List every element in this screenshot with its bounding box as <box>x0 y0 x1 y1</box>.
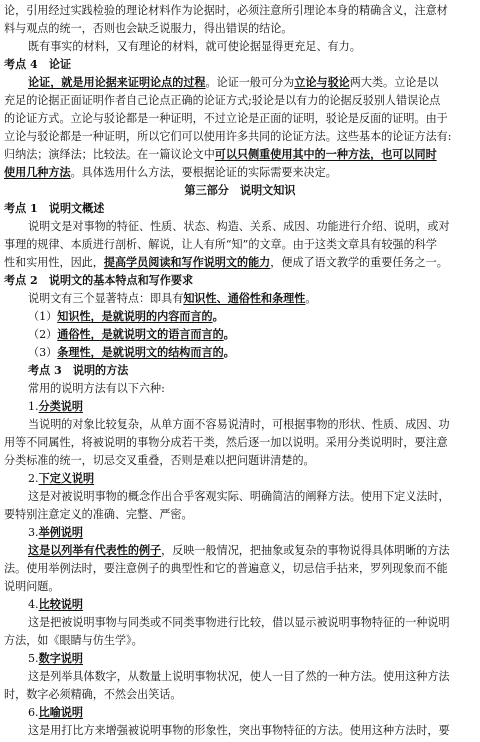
text-span: 。具体选用什么方法，要根据论证的实际需要来决定。 <box>70 166 337 179</box>
item-number: 2. <box>28 472 39 485</box>
text-line: 这是对被说明事物的概念作出合乎客观实际、明确简洁的阐释方法。使用下定义法时， <box>28 490 450 503</box>
text-line: 料与观点的统一，否则也会缺乏说服力，得出错误的结论。 <box>4 22 293 35</box>
text-line <box>28 542 480 560</box>
text-span: 。 <box>305 292 317 305</box>
section-heading: 考点 2 说明文的基本特点和写作要求 <box>4 274 194 287</box>
text-line: 充足的论据正面证明作者自己论点正确的论证方式;驳论是以有力的论据反驳别人错误论点 <box>4 94 441 107</box>
item-number: 1. <box>28 400 39 413</box>
text-line: 时，数字必须精确，不然会出笑话。 <box>4 688 182 701</box>
text-span: ，便成了语文教学的重要任务之一。 <box>270 256 448 269</box>
text-span: 。 <box>212 310 224 323</box>
part-title: 第三部分 说明文知识 <box>184 184 296 197</box>
text-line: 事理的规律、本质进行剖析、解说，让人有所“知”的文章。由于这类文章具有较强的科学 <box>4 238 437 251</box>
text-line: 既有事实的材料，又有理论的材料，就可使论据显得更充足、有力。 <box>28 40 361 53</box>
list-item <box>28 308 480 326</box>
key-phrase: 提高学员阅读和写作说明文的能力 <box>103 256 271 269</box>
method-heading <box>28 398 480 416</box>
text-span: 归纳法；演绎法；比较法。在一篇议论文中 <box>4 148 215 161</box>
text-line: 这是列举具体数字，从数量上说明事物状况，使人一目了然的一种方法。使用这种方法 <box>28 670 450 683</box>
item-number: （1） <box>28 310 58 323</box>
text-span: 两大类。立论是以 <box>349 76 439 89</box>
item-number: （2） <box>28 328 58 341</box>
key-phrase: 条理性，是就说明文的结构而言的 <box>57 346 224 359</box>
text-line: 分类标准的统一，切忌交叉重叠，否则是难以把问题讲清楚的。 <box>4 454 315 467</box>
list-item <box>28 344 480 362</box>
item-number: （3） <box>28 346 58 359</box>
method-name: 数字说明 <box>38 652 83 665</box>
key-phrase: 使用几种方法 <box>4 166 71 179</box>
text-line: 法。使用举例法时，要注意例子的典型性和它的普遍意义，切忌信手拈来，罗列现象而不能 <box>4 562 448 575</box>
list-item <box>28 326 480 344</box>
method-heading <box>28 596 480 614</box>
text-line: 当说明的对象比较复杂，从单方面不容易说清时，可根据事物的形状、性质、成因、功 <box>28 418 450 431</box>
section-heading: 考点 1 说明文概述 <box>4 202 105 215</box>
text-line: 方法，如《眼睛与仿生学》。 <box>4 634 143 647</box>
method-heading <box>28 704 480 722</box>
method-name: 比喻说明 <box>38 706 83 719</box>
item-number: 6. <box>28 706 39 719</box>
key-phrase: 这是以列举有代表性的例子 <box>28 544 162 557</box>
text-span: 性和实用性，因此， <box>4 256 104 269</box>
text-span: 说明文有三个显著特点：即具有 <box>28 292 184 305</box>
text-span: 。 <box>223 346 235 359</box>
item-number: 5. <box>28 652 39 665</box>
text-line: 的论证方式。立论与驳论都是一种证明，不过立论是正面的证明，驳论是反面的证明。由于 <box>4 112 448 125</box>
method-heading <box>28 470 480 488</box>
key-phrase: 通俗性，是就说明文的语言而言的 <box>57 328 224 341</box>
key-phrase: 知识性、通俗性和条理性 <box>183 292 306 305</box>
method-heading <box>28 650 480 668</box>
text-span: 。论证一般可分为 <box>205 76 295 89</box>
section-heading: 考点 4 论证 <box>4 58 72 71</box>
key-phrase: 知识性，是就说明的内容而言的 <box>57 310 213 323</box>
key-phrase: 立论与驳论 <box>294 76 350 89</box>
text-line: 这是用打比方来增强被说明事物的形象性，突出事物特征的方法。使用这种方法时，要 <box>28 724 450 737</box>
text-line <box>28 74 480 92</box>
key-phrase: 可以只侧重使用其中的一种方法，也可以同时 <box>214 148 437 161</box>
text-line: 论，引用经过实践检验的理论材料作为论据时，必须注意所引理论本身的精确含义，注意材 <box>4 4 448 17</box>
text-line <box>4 164 480 182</box>
method-name: 分类说明 <box>38 400 83 413</box>
text-line <box>4 146 480 164</box>
section-heading: 考点 3 说明的方法 <box>28 364 129 377</box>
method-name: 举例说明 <box>38 526 83 539</box>
method-name: 下定义说明 <box>38 472 95 485</box>
item-number: 4. <box>28 598 39 611</box>
text-line <box>28 290 480 308</box>
text-line: 说明问题。 <box>4 580 60 593</box>
text-line: 用等不同属性，将被说明的事物分成若干类，然后逐一加以说明。采用分类说明时，要注意 <box>4 436 448 449</box>
text-line: 这是把被说明事物与同类或不同类事物进行比较，借以显示被说明事物特征的一种说明 <box>28 616 450 629</box>
text-line: 说明文是对事物的特征、性质、状态、构造、关系、成因、功能进行介绍、说明，或对 <box>28 220 450 233</box>
text-line: 立论与驳论都是一种证明，所以它们可以使用许多共同的论证方法。这些基本的论证方法有: <box>4 130 452 143</box>
text-line: 要特别注意定义的准确、完整、严密。 <box>4 508 193 521</box>
key-phrase: 论证，就是用论据来证明论点的过程 <box>28 76 206 89</box>
text-span: 。 <box>223 328 235 341</box>
text-span: ，反映一般情况，把抽象或复杂的事物说得具体明晰的方法 <box>161 544 450 557</box>
text-line: 常用的说明方法有以下六种: <box>28 382 165 395</box>
method-name: 比较说明 <box>38 598 83 611</box>
method-heading <box>28 524 480 542</box>
item-number: 3. <box>28 526 39 539</box>
text-line <box>4 254 480 272</box>
